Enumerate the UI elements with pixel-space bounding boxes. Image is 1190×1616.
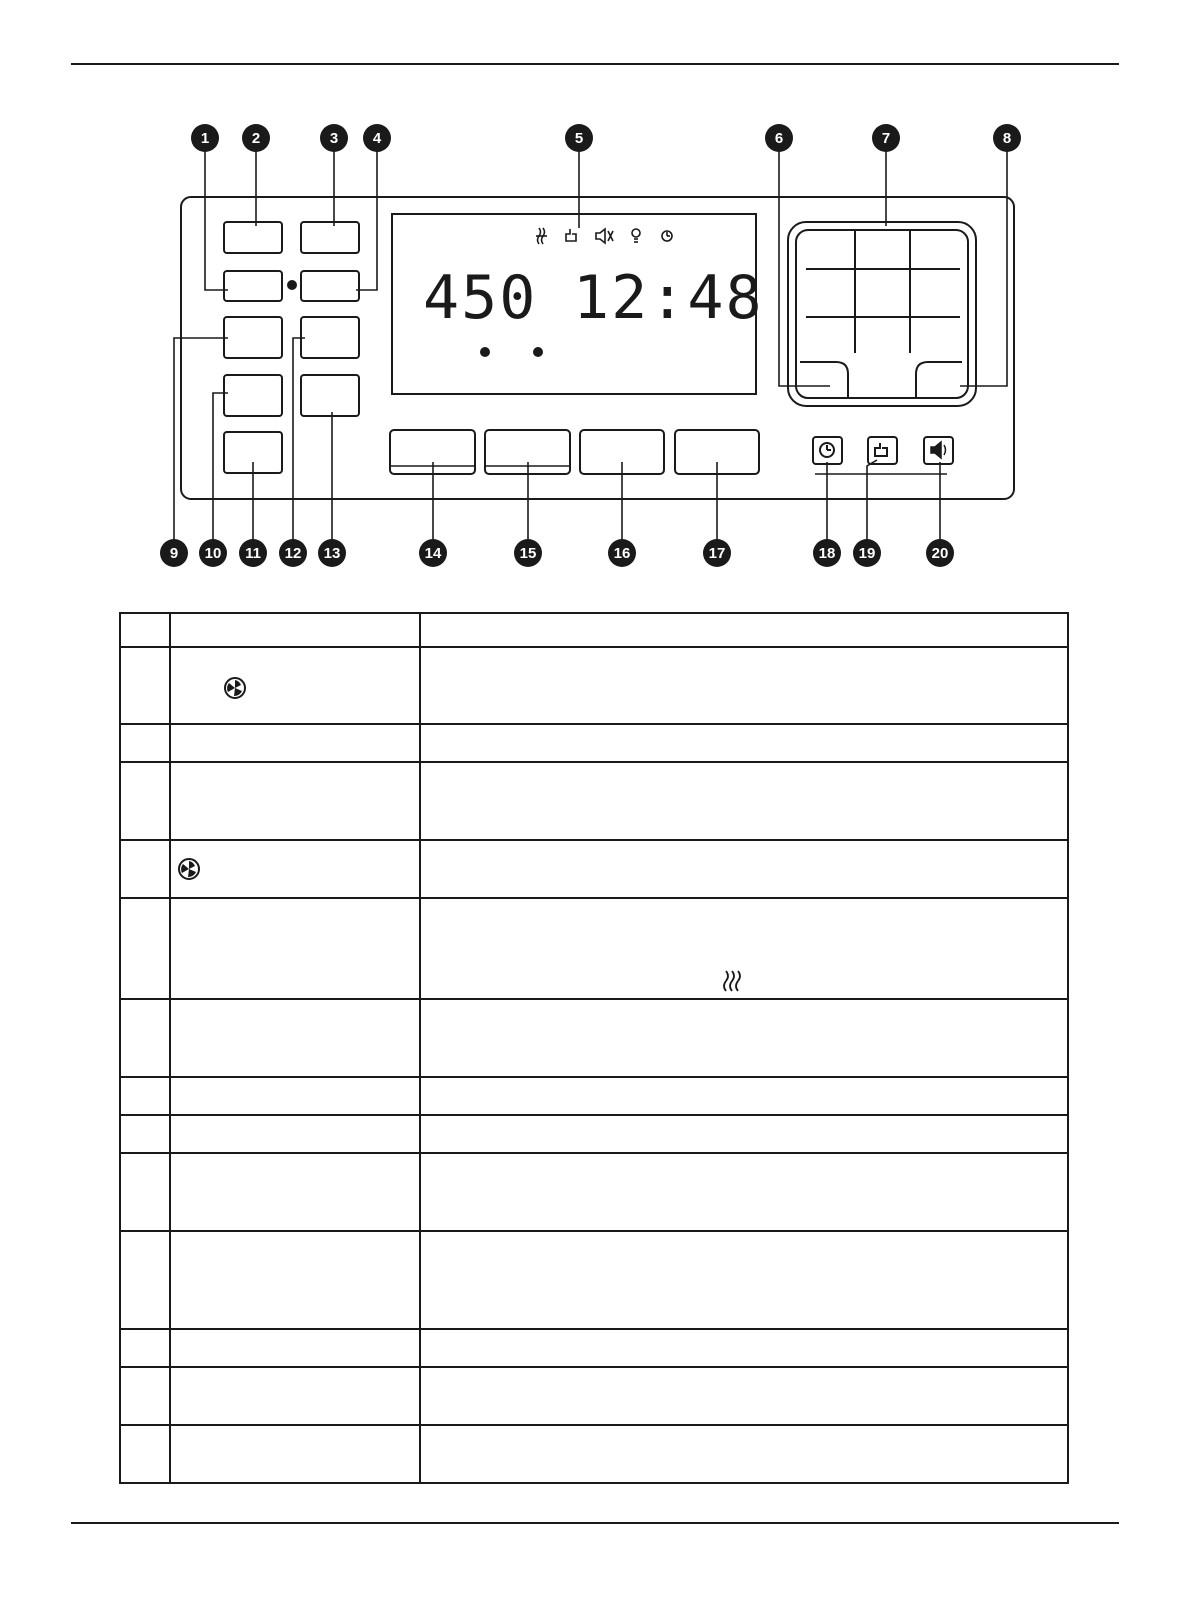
legend-description (420, 1231, 1068, 1329)
svg-text:3: 3 (329, 130, 339, 147)
leader-12 (293, 338, 305, 552)
callout-14 (419, 539, 447, 567)
fan-indicator-right (533, 347, 543, 357)
light-icon (632, 229, 640, 242)
panel-button-1 (224, 271, 282, 301)
legend-row (120, 1329, 1068, 1367)
legend-row (120, 762, 1068, 840)
legend-row (120, 647, 1068, 724)
legend-name (170, 1153, 420, 1231)
svg-text:13: 13 (323, 545, 341, 562)
legend-number (120, 647, 170, 724)
leader-9 (174, 338, 228, 552)
lcd-clock: 12:48 (573, 263, 764, 333)
legend-number (120, 898, 170, 999)
svg-text:4: 4 (372, 130, 382, 147)
svg-text:1: 1 (200, 130, 210, 147)
legend-row (120, 1367, 1068, 1425)
panel-button-2 (224, 222, 282, 253)
callout-11 (239, 539, 267, 567)
legend-number (120, 1115, 170, 1153)
svg-text:5: 5 (574, 130, 584, 147)
callout-13 (318, 539, 346, 567)
leader-4 (356, 140, 377, 290)
fan-indicator-panel (287, 280, 297, 290)
legend-description (420, 1077, 1068, 1115)
fan-icon (177, 857, 201, 881)
legend-description (420, 1367, 1068, 1425)
legend-name (170, 1077, 420, 1115)
callout-4 (363, 124, 391, 152)
legend-number (120, 1329, 170, 1367)
legend-row (120, 1425, 1068, 1483)
probe-icon (566, 229, 576, 241)
svg-text:15: 15 (519, 545, 537, 562)
legend-description (420, 999, 1068, 1077)
svg-text:8: 8 (1002, 130, 1012, 147)
svg-text:20: 20 (931, 545, 949, 562)
callout-17 (703, 539, 731, 567)
callout-18 (813, 539, 841, 567)
heat-waves-icon (723, 969, 741, 993)
legend-number (120, 1367, 170, 1425)
legend-row (120, 999, 1068, 1077)
legend-number (120, 840, 170, 898)
callout-9 (160, 539, 188, 567)
callout-16 (608, 539, 636, 567)
legend-name (170, 724, 420, 762)
callout-5 (565, 124, 593, 152)
legend-row (120, 840, 1068, 898)
legend-description (420, 1115, 1068, 1153)
callout-15 (514, 539, 542, 567)
panel-button-9 (224, 317, 282, 358)
callout-3 (320, 124, 348, 152)
legend-number (120, 613, 170, 647)
legend-row (120, 613, 1068, 647)
fan-icon (223, 676, 247, 700)
svg-text:2: 2 (251, 130, 261, 147)
callout-6 (765, 124, 793, 152)
legend-name (170, 1367, 420, 1425)
legend-name (170, 999, 420, 1077)
legend-description (420, 1153, 1068, 1231)
keypad-inner (796, 230, 968, 398)
clock-icon (820, 443, 834, 457)
svg-text:16: 16 (613, 545, 631, 562)
legend-number (120, 724, 170, 762)
callout-12 (279, 539, 307, 567)
legend-number (120, 999, 170, 1077)
legend-row (120, 724, 1068, 762)
control-panel-diagram (0, 0, 1190, 600)
control-panel-outline (181, 197, 1014, 499)
legend-description (420, 613, 1068, 647)
callout-10 (199, 539, 227, 567)
legend-number (120, 1425, 170, 1483)
legend-name (170, 762, 420, 840)
svg-text:19: 19 (858, 545, 876, 562)
legend-description (420, 1329, 1068, 1367)
svg-text:10: 10 (204, 545, 222, 562)
callout-20 (926, 539, 954, 567)
svg-text:11: 11 (245, 545, 261, 562)
speaker-icon (931, 442, 946, 458)
legend-number (120, 1077, 170, 1115)
legend-description (420, 647, 1068, 724)
legend-description-cell (420, 898, 1068, 999)
legend-description (420, 1425, 1068, 1483)
legend-row (120, 898, 1068, 999)
fan-indicator-left (480, 347, 490, 357)
panel-button-12 (301, 317, 359, 358)
leader-1 (205, 140, 228, 290)
panel-button-3 (301, 222, 359, 253)
callout-2 (242, 124, 270, 152)
mute-icon (596, 229, 613, 243)
legend-name (170, 1231, 420, 1329)
legend-number (120, 762, 170, 840)
legend-description (420, 840, 1068, 898)
probe-touch-button (868, 437, 897, 464)
legend-name (170, 898, 420, 999)
legend-name (170, 1329, 420, 1367)
timer-icon (662, 231, 672, 241)
lcd-temperature: 450 (423, 263, 538, 333)
probe-icon (875, 443, 887, 456)
leader-6 (779, 140, 830, 386)
callout-8 (993, 124, 1021, 152)
legend-name (170, 1425, 420, 1483)
svg-text:12: 12 (284, 545, 302, 562)
legend-number (120, 1153, 170, 1231)
svg-text:17: 17 (708, 545, 726, 562)
svg-text:7: 7 (881, 130, 891, 147)
callout-1 (191, 124, 219, 152)
bottom-rule (71, 1522, 1119, 1524)
panel-button-13 (301, 375, 359, 416)
callout-19 (853, 539, 881, 567)
legend-row (120, 1077, 1068, 1115)
legend-name-cell (170, 840, 420, 898)
legend-row (120, 1115, 1068, 1153)
keypad-outer (788, 222, 976, 406)
heating-icon (536, 228, 547, 244)
legend-name (170, 613, 420, 647)
legend-description (420, 762, 1068, 840)
panel-button-10 (224, 375, 282, 416)
svg-text:18: 18 (818, 545, 836, 562)
panel-button-4 (301, 271, 359, 301)
legend-table (119, 612, 1069, 1484)
legend-number (120, 1231, 170, 1329)
callout-7 (872, 124, 900, 152)
legend-name-cell (170, 647, 420, 724)
svg-text:6: 6 (774, 130, 784, 147)
legend-description (420, 724, 1068, 762)
legend-name (170, 1115, 420, 1153)
svg-text:9: 9 (169, 545, 179, 562)
svg-text:14: 14 (424, 545, 442, 562)
legend-row (120, 1231, 1068, 1329)
legend-row (120, 1153, 1068, 1231)
